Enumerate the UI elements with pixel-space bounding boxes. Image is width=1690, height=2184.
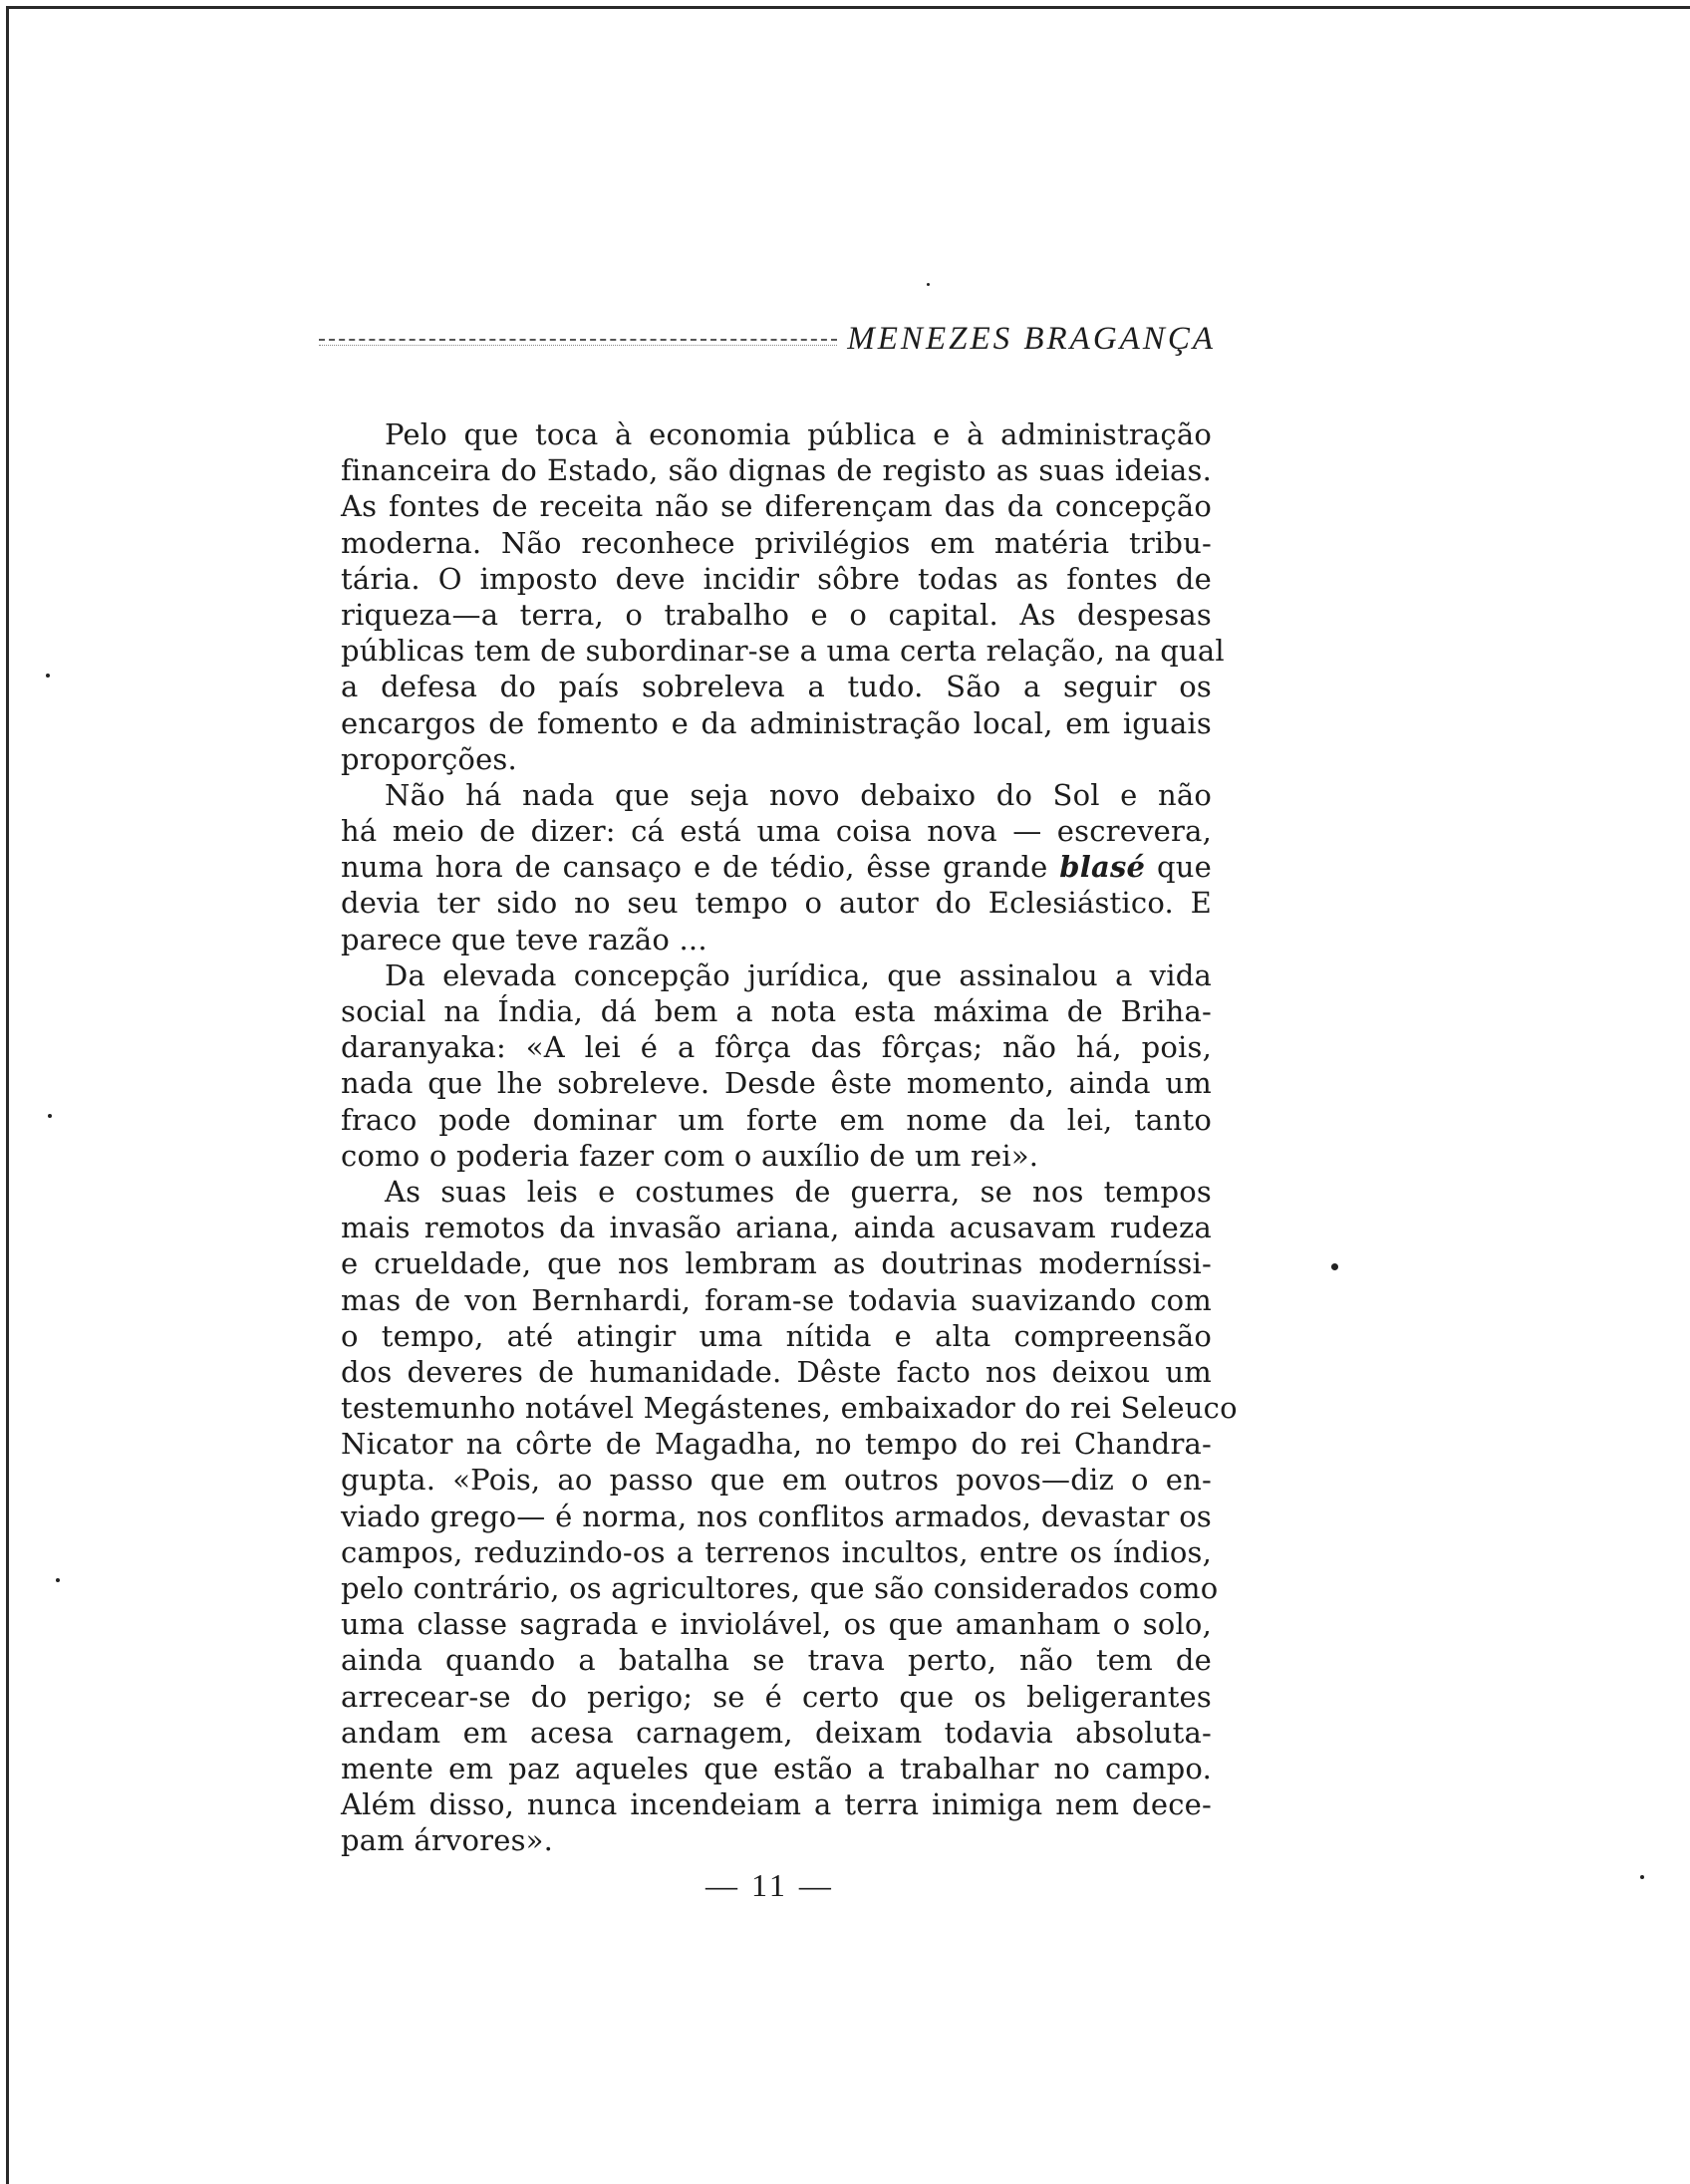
text-line: gupta. «Pois, ao passo que em outros povos—diz o en- xyxy=(341,1463,1212,1498)
text-line: uma classe sagrada e inviolável, os que amanham o solo, xyxy=(341,1607,1212,1642)
text-line: devia ter sido no seu tempo o autor do Eclesiástico. E xyxy=(341,886,1212,921)
text-line: pam árvores». xyxy=(341,1823,554,1858)
header-rule-secondary xyxy=(319,345,837,346)
text-line: andam em acesa carnagem, deixam todavia absoluta- xyxy=(341,1715,1212,1750)
text-line: riqueza—a terra, o trabalho e o capital. As despesas xyxy=(341,597,1212,632)
text-line: arrecear-se do perigo; se é certo que os beligerantes xyxy=(341,1679,1212,1714)
scan-speck xyxy=(927,283,930,286)
text-segment: que xyxy=(1145,850,1212,885)
text-line: há meio de dizer: cá está uma coisa nova — escrevera, xyxy=(341,814,1212,849)
text-line: Nicator na côrte de Magadha, no tempo do rei Chandra- xyxy=(341,1427,1212,1462)
scan-speck xyxy=(1331,1263,1338,1270)
text-line: testemunho notável Megástenes, embaixador do rei Seleuco xyxy=(341,1391,1238,1426)
text-line: pelo contrário, os agricultores, que são considerados como xyxy=(341,1571,1219,1605)
body-text xyxy=(341,416,1238,1859)
text-line: parece que teve razão ... xyxy=(341,922,707,956)
text-line: Não há nada que seja novo debaixo do Sol e não xyxy=(385,777,1212,812)
text-line: Da elevada concepção jurídica, que assinalou a vida xyxy=(385,957,1212,992)
text-line: encargos de fomento e da administração local, em iguais xyxy=(341,705,1212,740)
text-line: mente em paz aqueles que estão a trabalhar no campo. xyxy=(341,1751,1212,1785)
scan-speck xyxy=(56,1578,60,1582)
text-line: viado grego— é norma, nos conflitos armados, devastar os xyxy=(341,1499,1212,1533)
text-line: a defesa do país sobreleva a tudo. São a seguir os xyxy=(341,670,1212,704)
running-header xyxy=(319,317,1216,365)
text-line: fraco pode dominar um forte em nome da lei, tanto xyxy=(341,1102,1212,1137)
text-line: o tempo, até atingir uma nítida e alta compreensão xyxy=(341,1318,1212,1353)
text-line: mais remotos da invasão ariana, ainda acusavam rudeza xyxy=(341,1211,1212,1245)
text-line: As fontes de receita não se diferençam das da concepção xyxy=(341,489,1212,524)
scan-border-top xyxy=(6,6,1690,9)
scan-speck xyxy=(46,674,50,678)
scan-border-left xyxy=(6,6,9,2184)
text-line: mas de von Bernhardi, foram-se todavia suavizando com xyxy=(341,1282,1212,1317)
text-line: ainda quando a batalha se trava perto, não tem de xyxy=(341,1643,1212,1678)
emphasized-word: blasé xyxy=(1059,850,1146,885)
header-rule xyxy=(319,339,837,341)
text-line: tária. O imposto deve incidir sôbre todas as fontes de xyxy=(341,561,1212,596)
text-line: social na Índia, dá bem a nota esta máxima de Briha- xyxy=(341,994,1212,1028)
text-line: dos deveres de humanidade. Dêste facto nos deixou um xyxy=(341,1354,1212,1389)
text-segment: numa hora de cansaço e de tédio, êsse grande xyxy=(341,850,1048,885)
text-line: financeira do Estado, são dignas de registo as suas ideias. xyxy=(341,453,1212,488)
text-line: daranyaka: «A lei é a fôrça das fôrças; não há, pois, xyxy=(341,1030,1212,1065)
text-line: moderna. Não reconhece privilégios em matéria tribu- xyxy=(341,525,1212,560)
text-line: nada que lhe sobreleve. Desde êste momento, ainda um xyxy=(341,1066,1212,1101)
scan-speck xyxy=(1640,1875,1644,1879)
page-number: — 11 — xyxy=(705,1867,834,1903)
text-line: públicas tem de subordinar-se a uma certa relação, na qual xyxy=(341,634,1225,669)
text-line: como o poderia fazer com o auxílio de um rei». xyxy=(341,1138,1039,1173)
text-line: e crueldade, que nos lembram as doutrinas moderníssi- xyxy=(341,1246,1212,1281)
running-title: MENEZES BRAGANÇA xyxy=(847,321,1216,357)
text-line: campos, reduzindo-os a terrenos incultos, entre os índios, xyxy=(341,1534,1212,1569)
text-line: Pelo que toca à economia pública e à administração xyxy=(385,417,1212,451)
text-line: Além disso, nunca incendeiam a terra inimiga nem dece- xyxy=(341,1787,1212,1822)
text-line: As suas leis e costumes de guerra, se nos tempos xyxy=(385,1174,1212,1209)
text-line: proporções. xyxy=(341,741,517,776)
text-line-with-emphasis xyxy=(341,849,1212,885)
scan-speck xyxy=(48,1114,52,1118)
